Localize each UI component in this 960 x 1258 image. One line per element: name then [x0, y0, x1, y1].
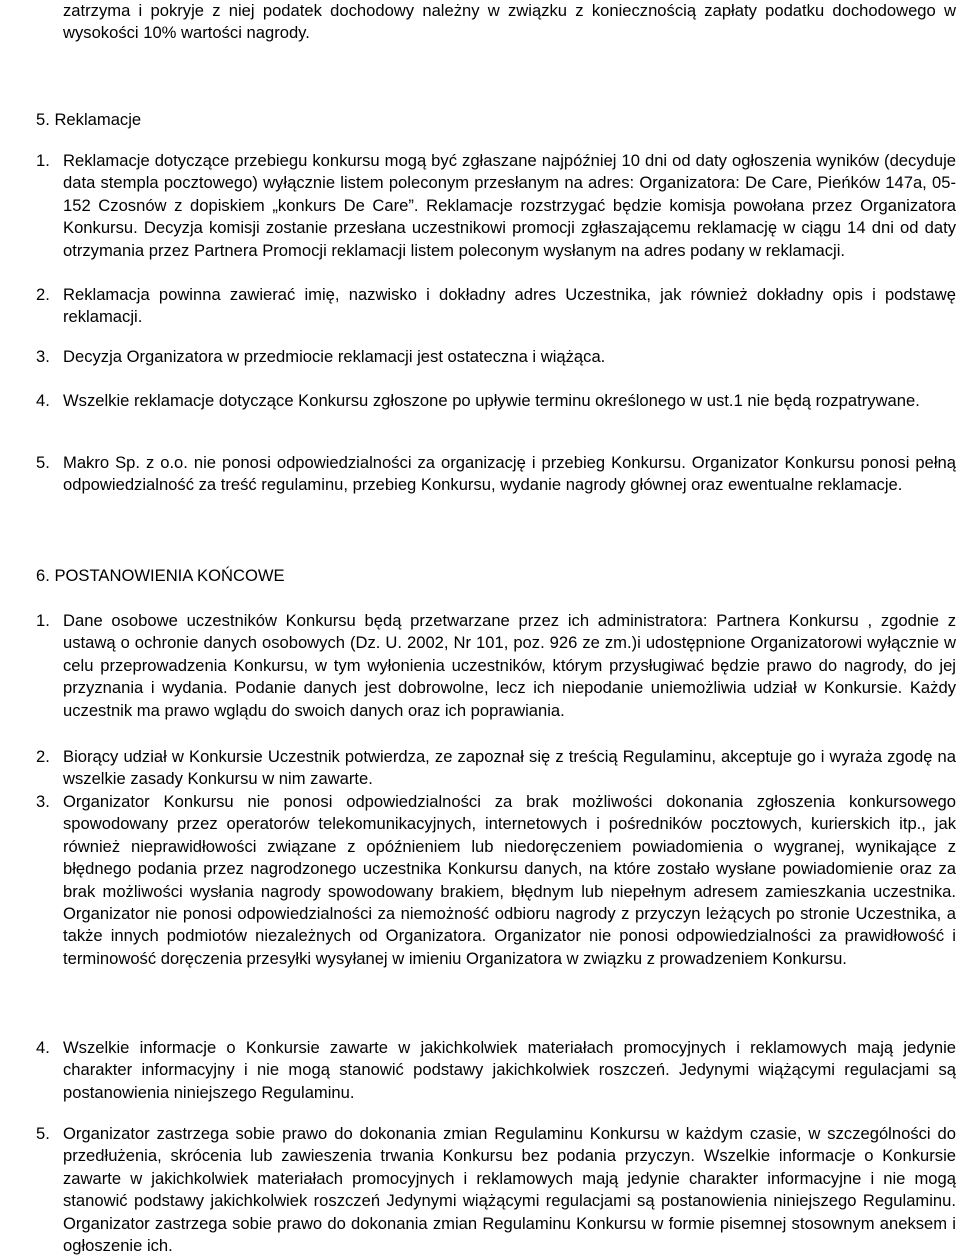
s6-item-4 — [36, 1037, 956, 1104]
s6-item-1 — [36, 610, 956, 722]
s5-item-4 — [36, 390, 956, 412]
s5-item-5-text: Makro Sp. z o.o. nie ponosi odpowiedzialności za organizację i przebieg Konkursu. Organizator Konkursu ponosi pełną odpowiedzialność za treść regulaminu, przebieg Konkursu, wydanie nagrody głównej oraz ewentualne reklamacje. — [63, 453, 956, 495]
s5-item-1 — [36, 150, 956, 262]
s6-item-1-number: 1. — [36, 611, 50, 630]
s6-item-5-text: Organizator zastrzega sobie prawo do dokonania zmian Regulaminu Konkursu w każdym czasie, w szczególności do przedłużenia, skrócenia lub zawieszenia trwania Konkursu bez podania przyczyn. Wszelkie informacje o Konkursie zawarte w jakichkolwiek materiałach promocyjnych i reklamowych mają jedynie charakter informacyjne i nie mogą stanowić podstawy jakichkolwiek roszczeń Jedynymi wiążącymi regulacjami są postanowienia niniejszego Regulaminu. Organizator zastrzega sobie prawo do dokonania zmian Regulaminu Konkursu w formie pisemnej stosownym aneksem i ogłoszenie ich. — [63, 1124, 956, 1256]
section-6-heading: 6. POSTANOWIENIA KOŃCOWE — [36, 566, 285, 585]
s5-item-2-text: Reklamacja powinna zawierać imię, nazwisko i dokładny adres Uczestnika, jak również dokładny opis i podstawę reklamacji. — [63, 285, 956, 327]
s5-item-3 — [36, 346, 956, 368]
s6-item-4-number: 4. — [36, 1038, 50, 1057]
s6-item-5 — [36, 1123, 956, 1257]
s5-item-1-text: Reklamacje dotyczące przebiegu konkursu mogą być zgłaszane najpóźniej 10 dni od daty ogłoszenia wyników (decyduje data stempla pocztowego) wyłącznie listem poleconym przesłanym na adres: Organizatora: De Care, Pieńków 147a, 05-152 Czosnów z dopiskiem „konkurs De Care”. Reklamacje rozstrzygać będzie komisja powołana przez Organizatora Konkursu. Decyzja komisji zostanie przesłana uczestnikowi promocji zgłaszającemu reklamację w ciągu 14 dni od daty otrzymania przez Partnera Promocji reklamacji listem poleconym wysłanym na adres podany w reklamacji. — [63, 151, 956, 260]
s5-item-5-number: 5. — [36, 453, 50, 472]
s6-item-3 — [36, 791, 956, 970]
s6-item-3-text: Organizator Konkursu nie ponosi odpowiedzialności za brak możliwości dokonania zgłoszenia konkursowego spowodowany przez operatorów telekomunikacyjnych, internetowych i pośredników pocztowych, kurierskich itp., jak również nieprawidłowości związane z opóźnieniem lub niedoręczeniem powiadomienia o wygranej, wynikające z błędnego podania przez nagrodzonego uczestnika Konkursu danych, na które zostało wysłane powiadomienie oraz za brak możliwości wysłania nagrody spowodowany brakiem, błędnym lub niepełnym adresem zamieszkania uczestnika. Organizator nie ponosi odpowiedzialności za niemożność odbioru nagrody z przyczyn leżących po stronie Uczestnika, a także innych podmiotów niezależnych od Organizatora. Organizator nie ponosi odpowiedzialności za prawidłowość i terminowość doręczenia przesyłki wysyłanej w imieniu Organizatora w związku z prowadzeniem Konkursu. — [63, 792, 956, 968]
s6-item-2 — [36, 746, 956, 791]
s5-item-4-number: 4. — [36, 391, 50, 410]
s5-item-5 — [36, 452, 956, 497]
s6-item-2-text: Biorący udział w Konkursie Uczestnik potwierdza, ze zapoznał się z treścią Regulaminu, akceptuje go i wyraża zgodę na wszelkie zasady Konkursu w nim zawarte. — [63, 747, 956, 789]
s6-item-5-number: 5. — [36, 1124, 50, 1143]
s5-item-3-number: 3. — [36, 347, 50, 366]
s6-item-2-number: 2. — [36, 747, 50, 766]
section-5-heading: 5. Reklamacje — [36, 110, 142, 129]
s6-item-3-number: 3. — [36, 792, 50, 811]
intro-text: zatrzyma i pokryje z niej podatek dochodowy należny w związku z koniecznością zapłaty podatku dochodowego w wysokości 10% wartości nagrody. — [63, 1, 956, 43]
s6-item-1-text: Dane osobowe uczestników Konkursu będą przetwarzane przez ich administratora: Partnera Konkursu , zgodnie z ustawą o ochronie danych osobowych (Dz. U. 2002, Nr 101, poz. 926 ze zm.)i udostępnione Organizatorowi wyłącznie w celu przeprowadzenia Konkursu, w tym wyłonienia uczestników, którym przysługiwać będzie prawo do nagrody, do jej przyznania i wydania. Podanie danych jest dobrowolne, lecz ich niepodanie uniemożliwia udział w Konkursie. Każdy uczestnik ma prawo wglądu do swoich danych oraz ich poprawiania. — [63, 611, 956, 720]
s5-item-1-number: 1. — [36, 151, 50, 170]
s5-item-2 — [36, 284, 956, 329]
s6-item-4-text: Wszelkie informacje o Konkursie zawarte w jakichkolwiek materiałach promocyjnych i reklamowych mają jedynie charakter informacyjny i nie mogą stanowić podstawy jakichkolwiek roszczeń. Jedynymi wiążącymi regulacjami są postanowienia niniejszego Regulaminu. — [63, 1038, 956, 1102]
intro-paragraph — [36, 0, 956, 45]
s5-item-4-text: Wszelkie reklamacje dotyczące Konkursu zgłoszone po upływie terminu określonego w ust.1 nie będą rozpatrywane. — [63, 391, 920, 410]
s5-item-3-text: Decyzja Organizatora w przedmiocie reklamacji jest ostateczna i wiążąca. — [63, 347, 606, 366]
s5-item-2-number: 2. — [36, 285, 50, 304]
